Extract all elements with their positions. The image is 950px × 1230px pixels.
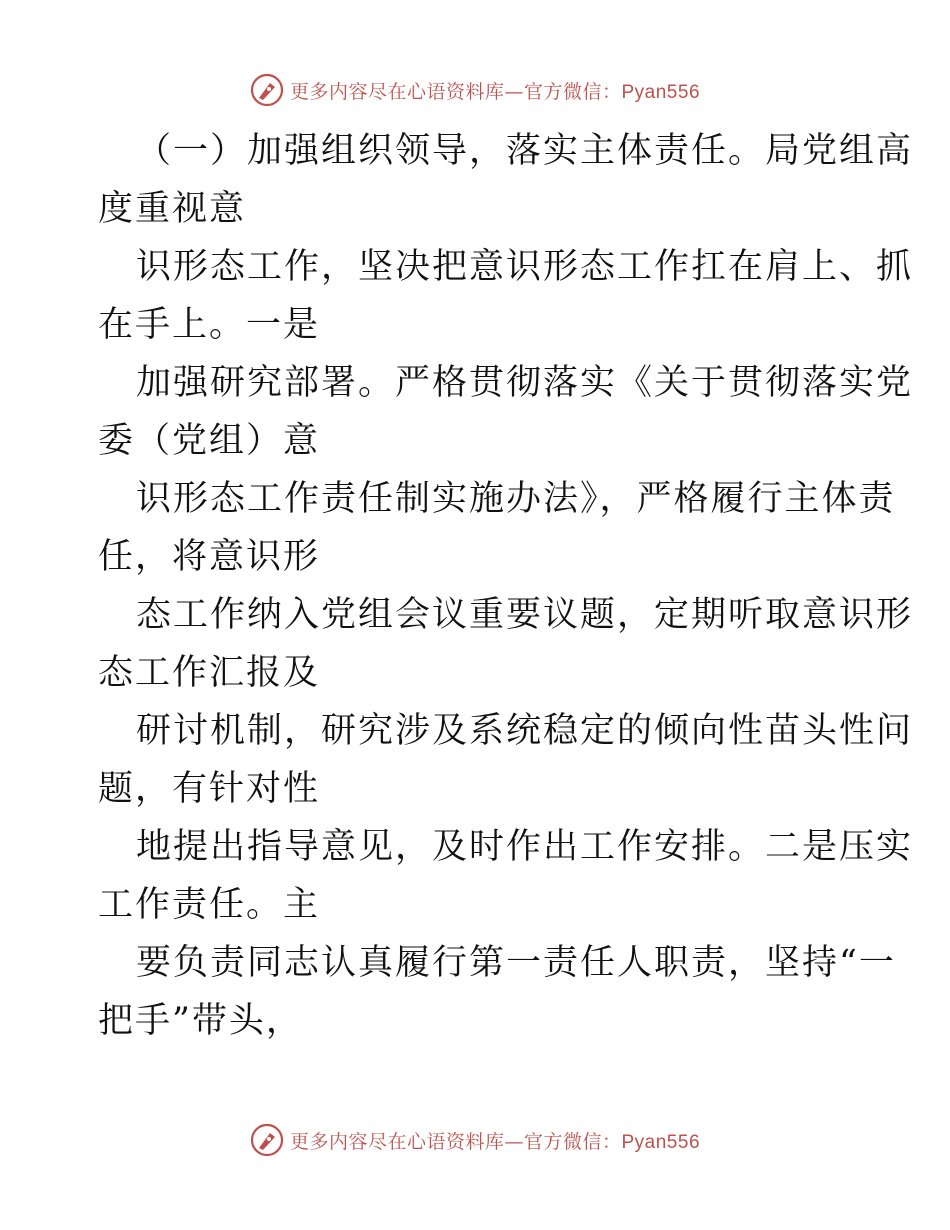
pen-nib-logo-icon	[250, 1123, 284, 1157]
paragraph-line: 委（党组）意	[98, 421, 321, 461]
paragraph-line: 把手”带头，	[98, 1001, 303, 1041]
document-body	[98, 122, 914, 1050]
paragraph	[98, 238, 914, 354]
paragraph	[98, 354, 914, 470]
paragraph-line: 地提出指导意见，及时作出工作安排。二是压实	[136, 827, 914, 867]
paragraph-line: 识形态工作，坚决把意识形态工作扛在肩上、抓	[136, 247, 914, 287]
paragraph-line: 识形态工作责任制实施办法》，严格履行主体责	[136, 479, 896, 519]
paragraph-line: 研讨机制，研究涉及系统稳定的倾向性苗头性问	[136, 711, 914, 751]
paragraph-line: 工作责任。主	[98, 885, 321, 925]
paragraph	[98, 586, 914, 702]
paragraph-line: 加强研究部署。严格贯彻落实《关于贯彻落实党	[136, 363, 914, 403]
paragraph-line: 态工作汇报及	[98, 653, 321, 693]
paragraph	[98, 470, 896, 586]
pen-nib-logo-icon	[250, 73, 284, 107]
paragraph	[98, 934, 896, 1050]
paragraph	[98, 702, 914, 818]
header-watermark	[0, 72, 950, 108]
paragraph-line: 在手上。一是	[98, 305, 321, 345]
paragraph-line: 任，将意识形	[98, 537, 321, 577]
watermark-text: 更多内容尽在心语资料库—官方微信：Pyan556	[289, 80, 701, 103]
paragraph-line: 题，有针对性	[98, 769, 321, 809]
paragraph	[98, 122, 914, 238]
paragraph-line: （一）加强组织领导，落实主体责任。局党组高	[136, 131, 914, 171]
footer-watermark	[0, 1122, 950, 1158]
watermark-text: 更多内容尽在心语资料库—官方微信：Pyan556	[289, 1130, 701, 1153]
paragraph-line: 态工作纳入党组会议重要议题，定期听取意识形	[136, 595, 914, 635]
paragraph-line: 度重视意	[98, 189, 247, 229]
paragraph	[98, 818, 914, 934]
paragraph-line: 要负责同志认真履行第一责任人职责，坚持“一	[136, 943, 896, 983]
